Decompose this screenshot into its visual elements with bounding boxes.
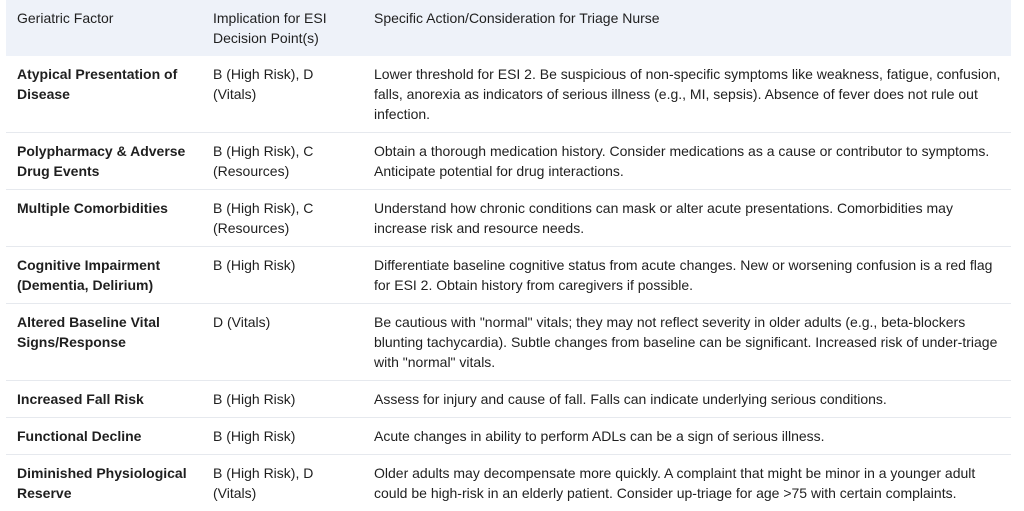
factor-cell: Functional Decline bbox=[6, 418, 202, 455]
header-row bbox=[6, 0, 1011, 56]
header-action: Specific Action/Consideration for Triage Nurse bbox=[363, 0, 1011, 56]
action-cell: Acute changes in ability to perform ADLs can be a sign of serious illness. bbox=[363, 418, 1011, 455]
factor-cell: Diminished Physiological Reserve bbox=[6, 455, 202, 511]
table-row bbox=[6, 247, 1011, 304]
table-header bbox=[6, 0, 1011, 56]
implication-cell: B (High Risk), C (Resources) bbox=[202, 133, 363, 190]
table-row bbox=[6, 56, 1011, 133]
action-cell: Differentiate baseline cognitive status from acute changes. New or worsening confusion is a red flag for ESI 2. Obtain history from caregivers if possible. bbox=[363, 247, 1011, 304]
table-row bbox=[6, 455, 1011, 511]
factor-cell: Atypical Presentation of Disease bbox=[6, 56, 202, 133]
table-row bbox=[6, 418, 1011, 455]
header-geriatric-factor: Geriatric Factor bbox=[6, 0, 202, 56]
implication-cell: B (High Risk) bbox=[202, 381, 363, 418]
factor-cell: Altered Baseline Vital Signs/Response bbox=[6, 304, 202, 381]
implication-cell: B (High Risk), D (Vitals) bbox=[202, 56, 363, 133]
table-row bbox=[6, 304, 1011, 381]
table-row bbox=[6, 190, 1011, 247]
factor-cell: Multiple Comorbidities bbox=[6, 190, 202, 247]
factor-cell: Polypharmacy & Adverse Drug Events bbox=[6, 133, 202, 190]
action-cell: Assess for injury and cause of fall. Falls can indicate underlying serious conditions. bbox=[363, 381, 1011, 418]
action-cell: Obtain a thorough medication history. Consider medications as a cause or contributor to symptoms. Anticipate potential for drug interactions. bbox=[363, 133, 1011, 190]
implication-cell: B (High Risk) bbox=[202, 418, 363, 455]
implication-cell: B (High Risk) bbox=[202, 247, 363, 304]
factor-cell: Increased Fall Risk bbox=[6, 381, 202, 418]
implication-cell: B (High Risk), D (Vitals) bbox=[202, 455, 363, 511]
action-cell: Older adults may decompensate more quickly. A complaint that might be minor in a younger adult could be high-risk in an elderly patient. Consider up-triage for age >75 with certain complaints. bbox=[363, 455, 1011, 511]
implication-cell: B (High Risk), C (Resources) bbox=[202, 190, 363, 247]
factor-cell: Cognitive Impairment (Dementia, Delirium) bbox=[6, 247, 202, 304]
table-row bbox=[6, 133, 1011, 190]
geriatric-triage-table bbox=[6, 0, 1011, 511]
action-cell: Be cautious with "normal" vitals; they may not reflect severity in older adults (e.g., beta-blockers blunting tachycardia). Subtle changes from baseline can be significant. Increased risk of under-triage with "normal" vitals. bbox=[363, 304, 1011, 381]
action-cell: Lower threshold for ESI 2. Be suspicious of non-specific symptoms like weakness, fatigue, confusion, falls, anorexia as indicators of serious illness (e.g., MI, sepsis). Absence of fever does not rule out infection. bbox=[363, 56, 1011, 133]
implication-cell: D (Vitals) bbox=[202, 304, 363, 381]
table-row bbox=[6, 381, 1011, 418]
table-body bbox=[6, 56, 1011, 511]
action-cell: Understand how chronic conditions can mask or alter acute presentations. Comorbidities may increase risk and resource needs. bbox=[363, 190, 1011, 247]
header-implication: Implication for ESI Decision Point(s) bbox=[202, 0, 363, 56]
geriatric-triage-table-container bbox=[6, 0, 1011, 511]
